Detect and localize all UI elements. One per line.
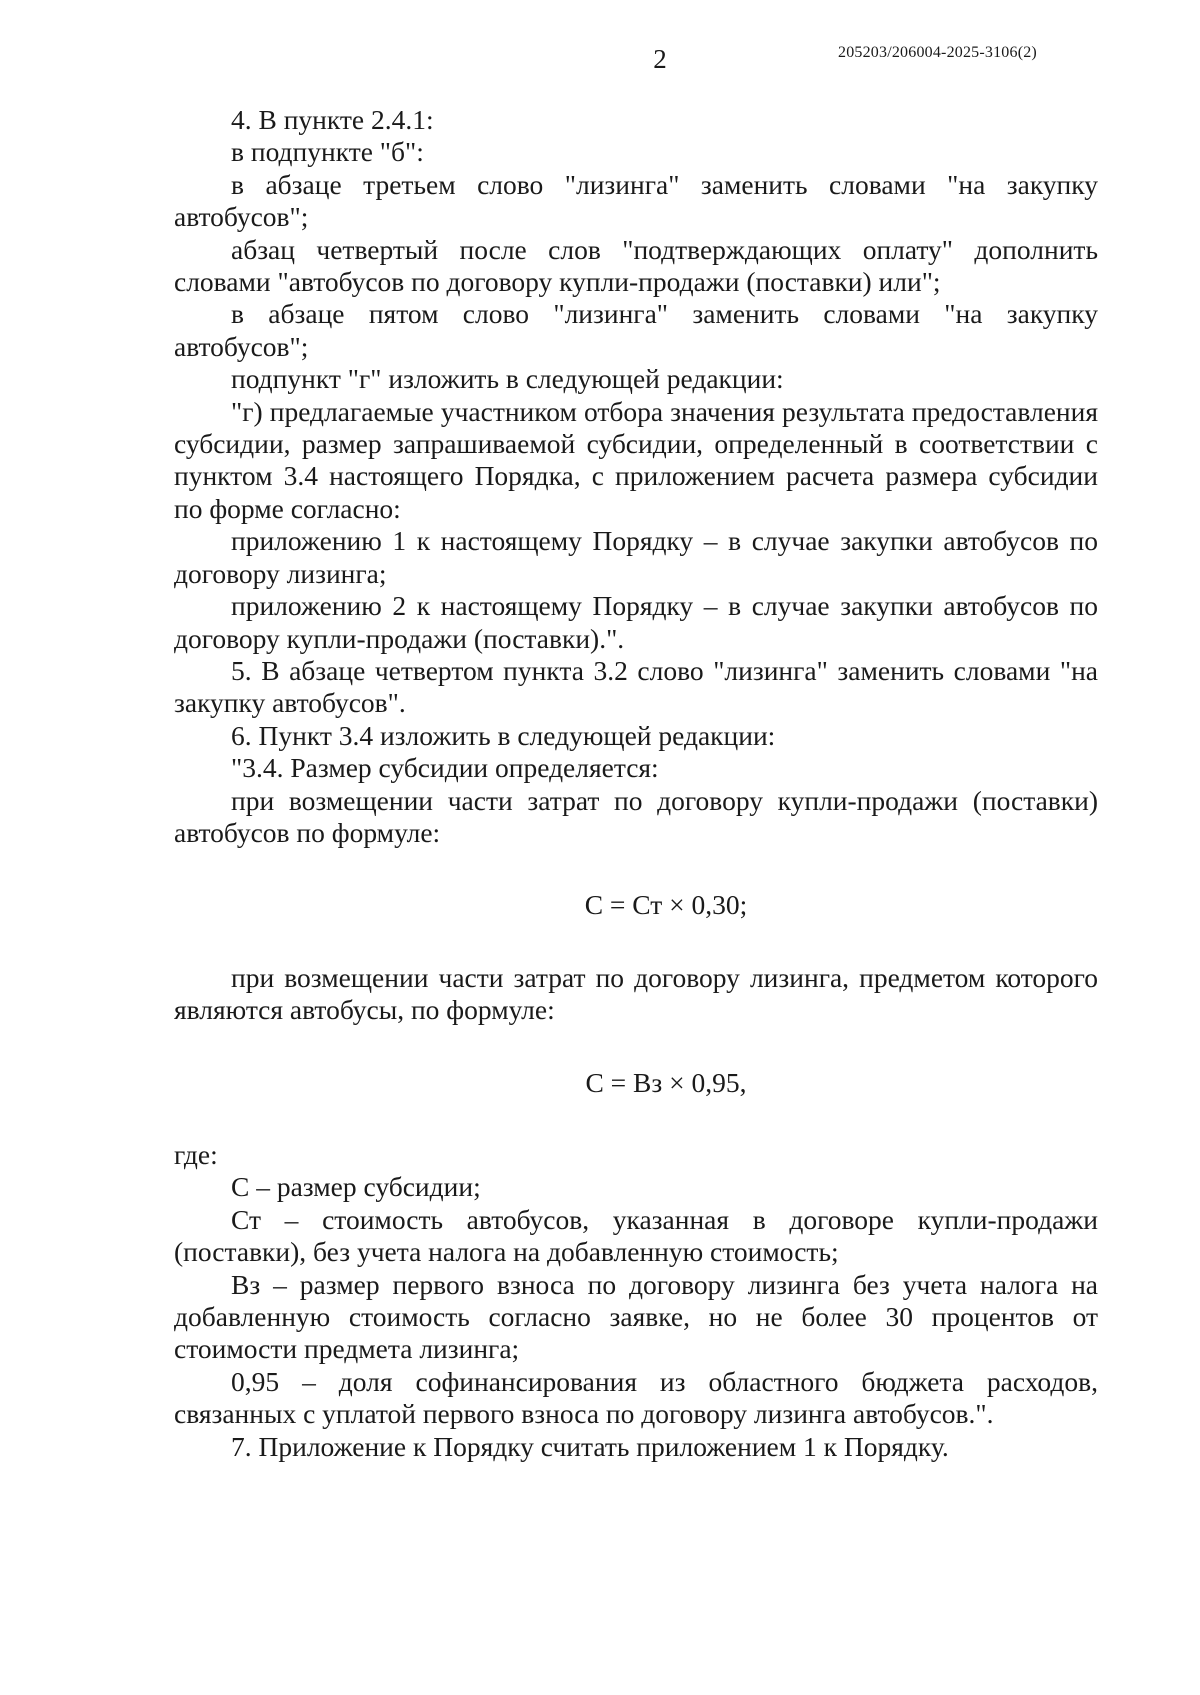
paragraph-abzac-3: в абзаце третьем слово "лизинга" заменить словами "на закупку автобусов";	[174, 168, 1098, 233]
paragraph-leasing-case: при возмещении части затрат по договору лизинга, предметом которого являются автобусы, по формуле:	[174, 961, 1098, 1026]
definition-vz: Вз – размер первого взноса по договору лизинга без учета налога на добавленную стоимость согласно заявке, но не более 30 процентов от стоимости предмета лизинга;	[174, 1268, 1098, 1365]
paragraph-appendix-2: приложению 2 к настоящему Порядку – в случае закупки автобусов по договору купли-продажи (поставки).".	[174, 590, 1098, 654]
formula-purchase: С = Ст × 0,30;	[584, 889, 748, 921]
paragraph-item-4: 4. В пункте 2.4.1:	[231, 104, 434, 135]
paragraph-abzac-5: в абзаце пятом слово "лизинга" заменить словами "на закупку автобусов";	[174, 298, 1098, 362]
definition-095: 0,95 – доля софинансирования из областного бюджета расходов, связанных с уплатой первого взноса по договору лизинга автобусов.".	[174, 1365, 1098, 1430]
formula-leasing: С = Вз × 0,95,	[585, 1066, 747, 1098]
paragraph-abzac-4: абзац четвертый после слов "подтверждающих оплату" дополнить словами "автобусов по договору купли-продажи (поставки) или";	[174, 233, 1098, 298]
paragraph-3-4-title: "3.4. Размер субсидии определяется:	[231, 752, 659, 784]
paragraph-item-5: 5. В абзаце четвертом пункта 3.2 слово "лизинга" заменить словами "на закупку автобусов".	[174, 654, 1098, 719]
paragraph-subitem-b: в подпункте "б":	[231, 136, 424, 168]
document-body	[174, 104, 1098, 1463]
paragraph-subitem-g-intro: подпункт "г" изложить в следующей редакции:	[231, 363, 784, 395]
paragraph-where: где:	[174, 1138, 218, 1170]
paragraph-appendix-1: приложению 1 к настоящему Порядку – в случае закупки автобусов по договору лизинга;	[174, 525, 1098, 589]
paragraph-item-7: 7. Приложение к Порядку считать приложением 1 к Порядку.	[231, 1430, 949, 1462]
document-code: 205203/206004-2025-3106(2)	[838, 44, 1037, 61]
definition-st: Ст – стоимость автобусов, указанная в договоре купли-продажи (поставки), без учета налога на добавленную стоимость;	[174, 1203, 1098, 1268]
page-number: 2	[653, 44, 667, 74]
paragraph-purchase-case: при возмещении части затрат по договору купли-продажи (поставки) автобусов по формуле:	[174, 784, 1098, 848]
paragraph-item-6: 6. Пункт 3.4 изложить в следующей редакции:	[231, 719, 776, 751]
paragraph-subitem-g-text: "г) предлагаемые участником отбора значения результата предоставления субсидии, размер запрашиваемой субсидии, определенный в соответствии с пунктом 3.4 настоящего Порядка, с приложением расчета размера субсидии по форме согласно:	[174, 395, 1098, 524]
definition-c: С – размер субсидии;	[231, 1171, 481, 1203]
